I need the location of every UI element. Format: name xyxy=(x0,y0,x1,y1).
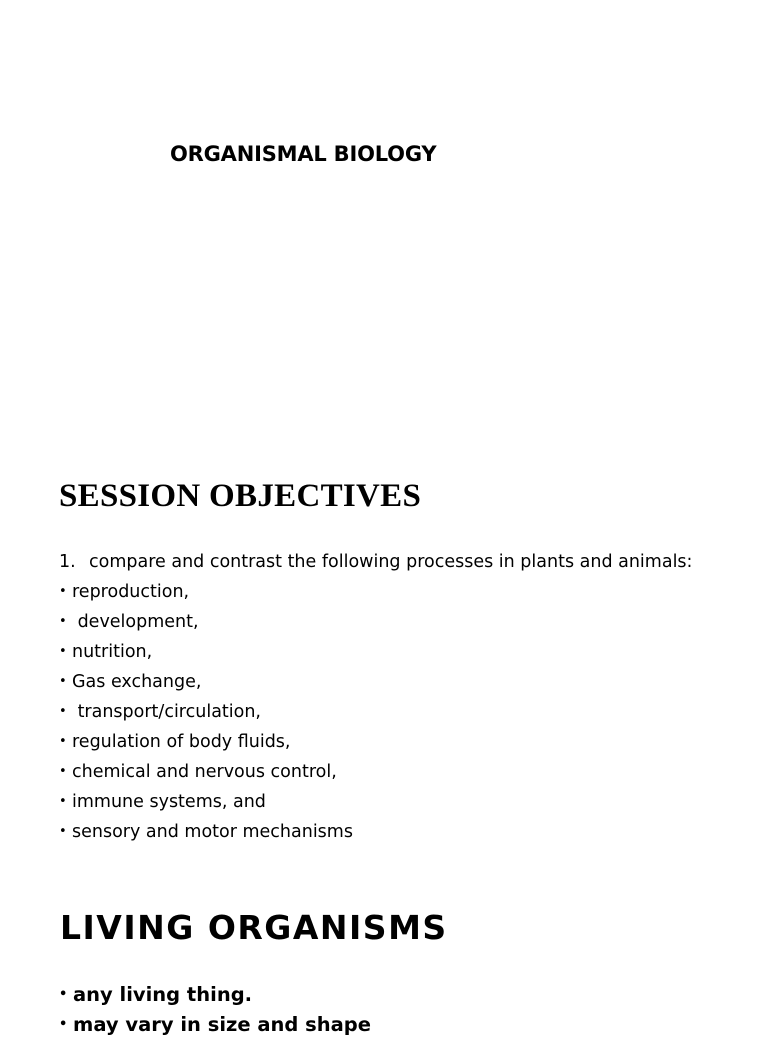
list-item-text: any living thing. xyxy=(73,983,253,1006)
list-item-text: immune systems, and xyxy=(72,792,266,812)
list-item xyxy=(59,817,692,847)
item-number: 1. xyxy=(59,552,76,572)
bullet-icon: • xyxy=(59,584,67,599)
list-item xyxy=(59,637,692,667)
list-item-text: reproduction, xyxy=(72,582,190,602)
list-item-text: development, xyxy=(72,612,199,632)
list-item-text: may vary in size and shape xyxy=(73,1013,371,1036)
bullet-icon: • xyxy=(59,644,67,659)
bullet-icon: • xyxy=(59,987,68,1002)
session-objectives-heading: SESSION OBJECTIVES xyxy=(59,478,422,514)
bullet-icon: • xyxy=(59,794,67,809)
bullet-icon: • xyxy=(59,704,67,719)
list-item xyxy=(59,697,692,727)
bullet-icon: • xyxy=(59,614,67,629)
list-item xyxy=(59,757,692,787)
bullet-icon: • xyxy=(59,824,67,839)
list-item xyxy=(59,787,692,817)
item-text: compare and contrast the following processes in plants and animals: xyxy=(89,552,693,572)
living-organisms-list xyxy=(59,980,371,1040)
objectives-list xyxy=(59,547,692,847)
list-item-text: sensory and motor mechanisms xyxy=(72,822,353,842)
bullet-icon: • xyxy=(59,1017,68,1032)
page-title: ORGANISMAL BIOLOGY xyxy=(170,142,437,166)
list-item-text: nutrition, xyxy=(72,642,153,662)
list-item xyxy=(59,667,692,697)
list-item xyxy=(59,577,692,607)
bullet-icon: • xyxy=(59,764,67,779)
living-organisms-heading: LIVING ORGANISMS xyxy=(60,908,448,947)
list-item xyxy=(59,980,371,1010)
list-item xyxy=(59,727,692,757)
list-item xyxy=(59,607,692,637)
numbered-item xyxy=(59,547,692,577)
list-item-text: transport/circulation, xyxy=(72,702,261,722)
list-item xyxy=(59,1010,371,1040)
list-item-text: chemical and nervous control, xyxy=(72,762,337,782)
list-item-text: regulation of body fluids, xyxy=(72,732,291,752)
list-item-text: Gas exchange, xyxy=(72,672,202,692)
bullet-icon: • xyxy=(59,674,67,689)
bullet-icon: • xyxy=(59,734,67,749)
